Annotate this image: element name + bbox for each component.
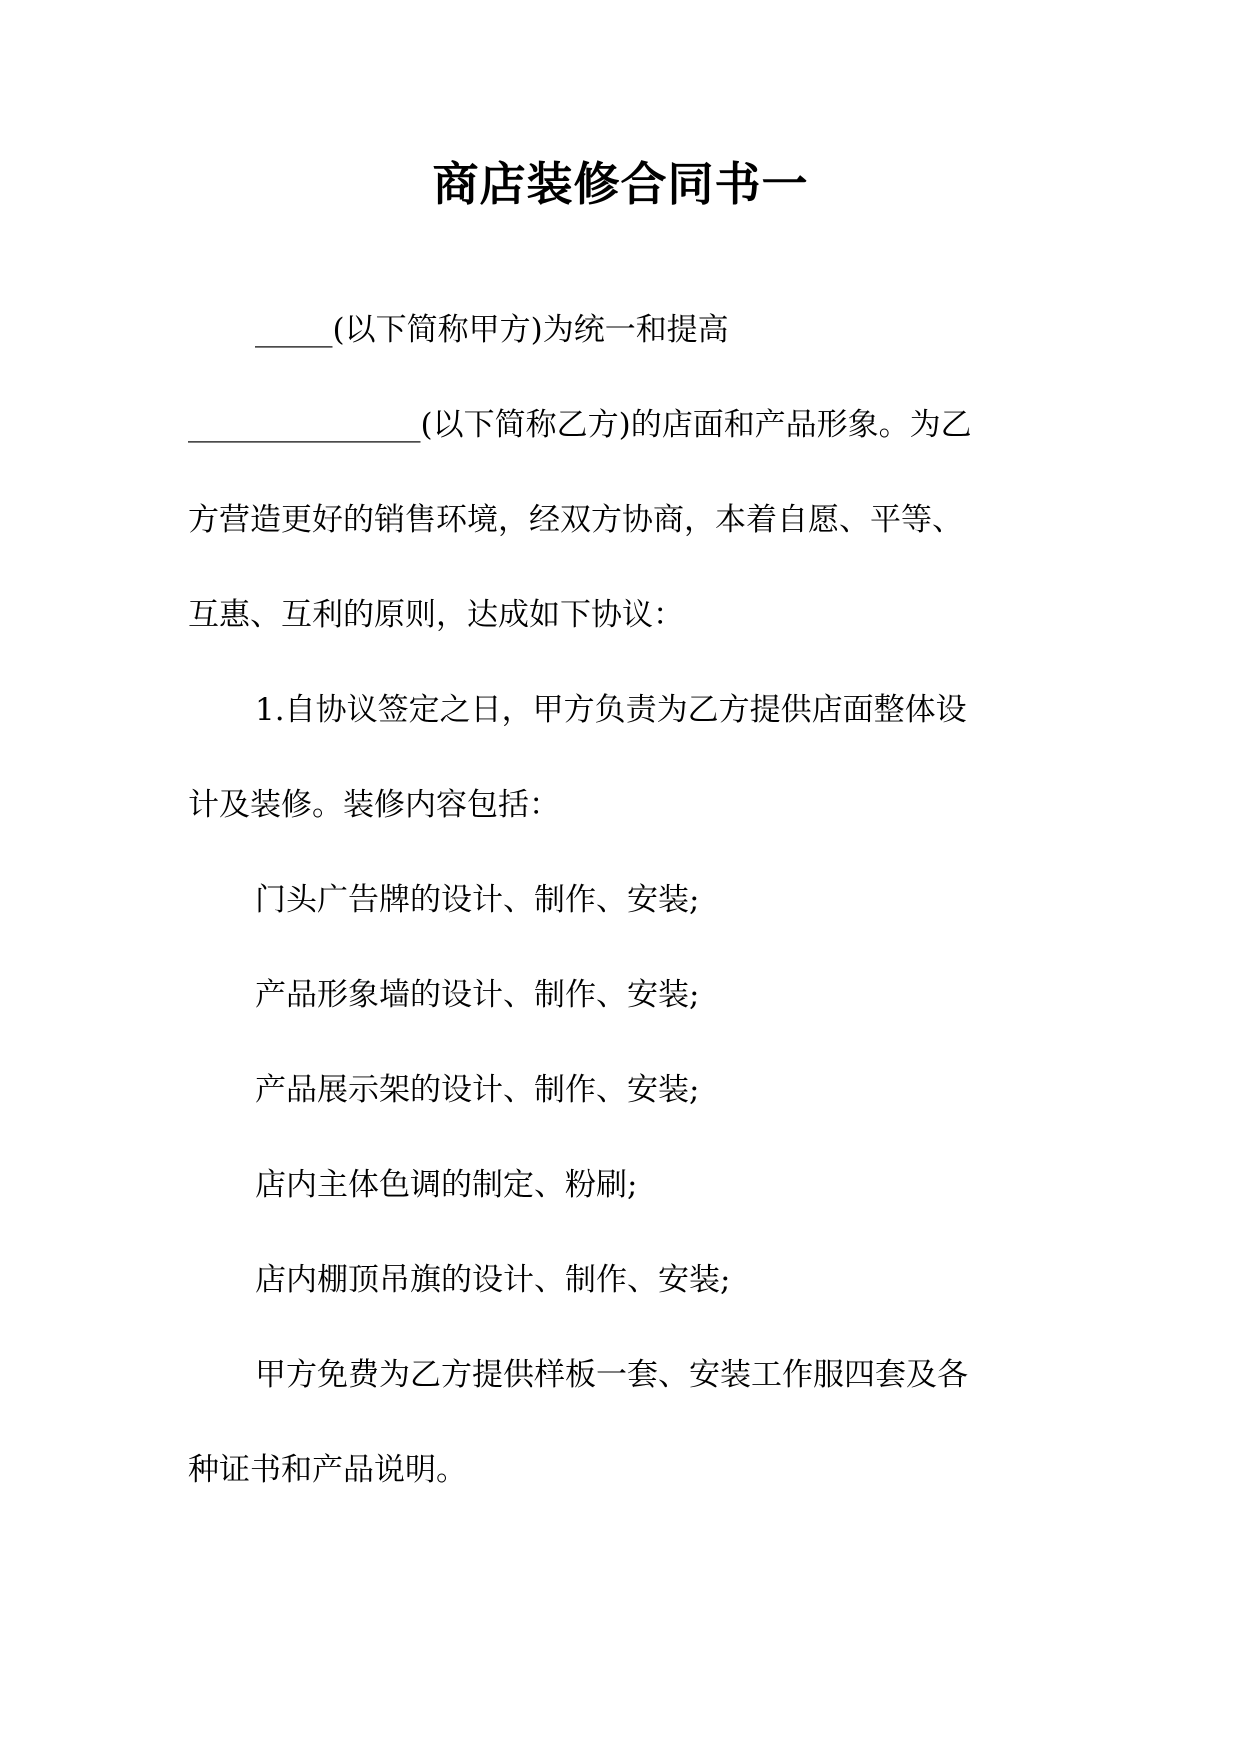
- paragraph-line: 种证书和产品说明。: [188, 1452, 467, 1488]
- paragraph-line: _____(以下简称甲方)为统一和提高: [255, 312, 729, 348]
- list-item: 产品形象墙的设计、制作、安装;: [255, 977, 700, 1013]
- paragraph-line: 甲方免费为乙方提供样板一套、安装工作服四套及各: [255, 1357, 968, 1393]
- list-item: 店内棚顶吊旗的设计、制作、安装;: [255, 1262, 731, 1298]
- paragraph-line: 方营造更好的销售环境，经双方协商，本着自愿、平等、: [188, 502, 963, 538]
- list-item: 产品展示架的设计、制作、安装;: [255, 1072, 700, 1108]
- paragraph-line: 互惠、互利的原则，达成如下协议：: [188, 597, 684, 633]
- paragraph-line: 计及装修。装修内容包括：: [188, 787, 560, 823]
- document-title: 商店装修合同书一: [432, 157, 809, 211]
- list-item: 门头广告牌的设计、制作、安装;: [255, 882, 700, 918]
- paragraph-line: 1.自协议签定之日，甲方负责为乙方提供店面整体设: [255, 692, 967, 728]
- paragraph-line: _______________(以下简称乙方)的店面和产品形象。为乙: [188, 407, 972, 443]
- list-item: 店内主体色调的制定、粉刷;: [255, 1167, 638, 1203]
